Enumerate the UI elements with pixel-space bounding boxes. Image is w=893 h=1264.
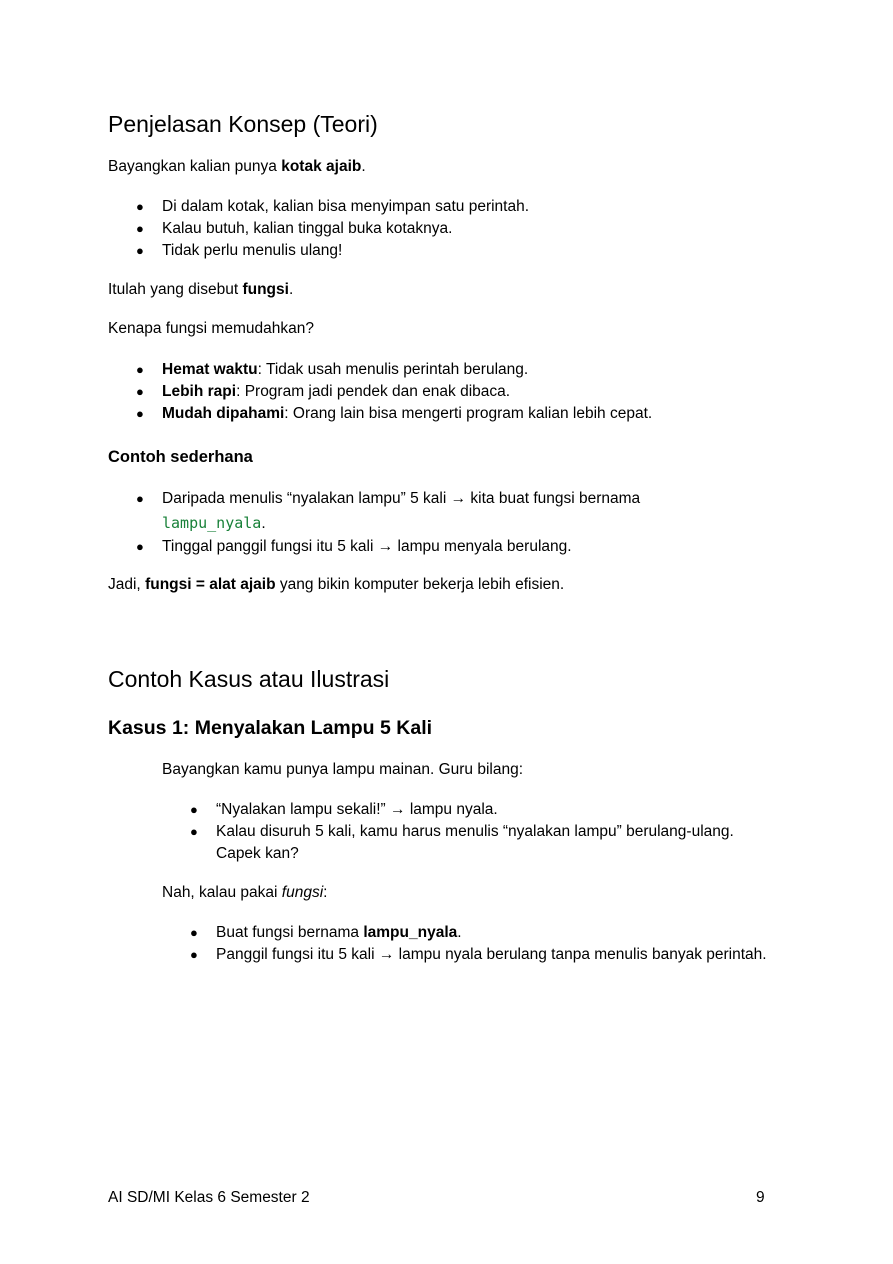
list-item (108, 196, 773, 218)
case-item-text: “Nyalakan lampu sekali!” → lampu nyala. (216, 801, 498, 818)
step-after: . (457, 924, 462, 941)
list-item (108, 218, 773, 240)
conclusion-text: Jadi, (108, 576, 146, 593)
list-item (162, 944, 773, 966)
bullet-icon: ● (190, 802, 198, 817)
list-item (108, 536, 773, 558)
bullet-icon: ● (190, 824, 198, 839)
section-title-concept: Penjelasan Konsep (Teori) (108, 111, 378, 137)
intro-paragraph (108, 156, 366, 178)
example-heading: Contoh sederhana (108, 448, 253, 466)
nah-italic: fungsi (281, 884, 324, 901)
list-item-text: Kalau butuh, kalian tinggal buka kotaknya. (162, 220, 453, 237)
list-item (162, 821, 773, 865)
case-item-text: Kalau disuruh 5 kali, kamu harus menulis “nyalakan lampu” berulang-ulang. Capek kan? (216, 823, 734, 862)
benefit-text: : Program jadi pendek dan enak dibaca. (236, 383, 511, 400)
intro-text: Bayangkan kalian punya (108, 158, 282, 175)
list-item (108, 487, 773, 536)
example-text: Daripada menulis “nyalakan lampu” 5 kali → kita buat fungsi bernama (162, 490, 641, 507)
bullet-icon: ● (136, 221, 144, 236)
benefit-label: Mudah dipahami (162, 405, 285, 422)
definition-bold: fungsi (242, 281, 289, 298)
conclusion-paragraph (108, 574, 564, 596)
case1-title: Kasus 1: Menyalakan Lampu 5 Kali (108, 717, 433, 739)
nah-paragraph (162, 882, 327, 904)
definition-text: Itulah yang disebut (108, 281, 243, 298)
definition-after: . (288, 281, 294, 298)
code-lampu-nyala: lampu_nyala (162, 514, 262, 532)
example-after: . (261, 515, 266, 532)
step-text: Buat fungsi bernama (216, 924, 364, 941)
list-item (108, 381, 773, 403)
conclusion-after: yang bikin komputer bekerja lebih efisien. (275, 576, 565, 593)
bullet-icon: ● (136, 243, 144, 258)
example-text: Tinggal panggil fungsi itu 5 kali → lampu menyala berulang. (162, 538, 572, 555)
bullet-icon: ● (136, 199, 144, 214)
nah-after: : (323, 884, 328, 901)
page-number: 9 (756, 1189, 765, 1206)
list-item (162, 922, 773, 944)
bullet-icon: ● (136, 384, 144, 399)
section-title-case: Contoh Kasus atau Ilustrasi (108, 666, 390, 692)
step-bold: lampu_nyala (363, 924, 458, 941)
list-item (108, 359, 773, 381)
benefit-label: Lebih rapi (162, 383, 237, 400)
list-item-text: Tidak perlu menulis ulang! (162, 242, 343, 259)
intro-bold: kotak ajaib (281, 158, 362, 175)
conclusion-bold: fungsi = alat ajaib (145, 576, 276, 593)
benefit-label: Hemat waktu (162, 361, 258, 378)
bullet-icon: ● (190, 947, 198, 962)
case1-intro: Bayangkan kamu punya lampu mainan. Guru bilang: (162, 761, 524, 778)
list-item (108, 403, 773, 425)
benefits-list (108, 359, 773, 425)
bullet-icon: ● (136, 362, 144, 377)
step-text: Panggil fungsi itu 5 kali → lampu nyala berulang tanpa menulis banyak perintah. (216, 946, 767, 963)
box-items-list (108, 196, 773, 262)
bullet-icon: ● (136, 491, 144, 506)
case1-list (162, 799, 773, 865)
benefit-text: : Tidak usah menulis perintah berulang. (257, 361, 529, 378)
bullet-icon: ● (136, 406, 144, 421)
list-item-text: Di dalam kotak, kalian bisa menyimpan satu perintah. (162, 198, 530, 215)
bullet-icon: ● (190, 925, 198, 940)
case1-steps-list (162, 922, 773, 966)
nah-text: Nah, kalau pakai (162, 884, 282, 901)
list-item (108, 240, 773, 262)
example-list (108, 487, 773, 558)
why-question: Kenapa fungsi memudahkan? (108, 320, 314, 337)
bullet-icon: ● (136, 539, 144, 554)
benefit-text: : Orang lain bisa mengerti program kalian lebih cepat. (284, 405, 653, 422)
list-item (162, 799, 773, 821)
intro-after: . (361, 158, 366, 175)
footer-title: AI SD/MI Kelas 6 Semester 2 (108, 1189, 310, 1206)
definition-paragraph (108, 279, 293, 301)
